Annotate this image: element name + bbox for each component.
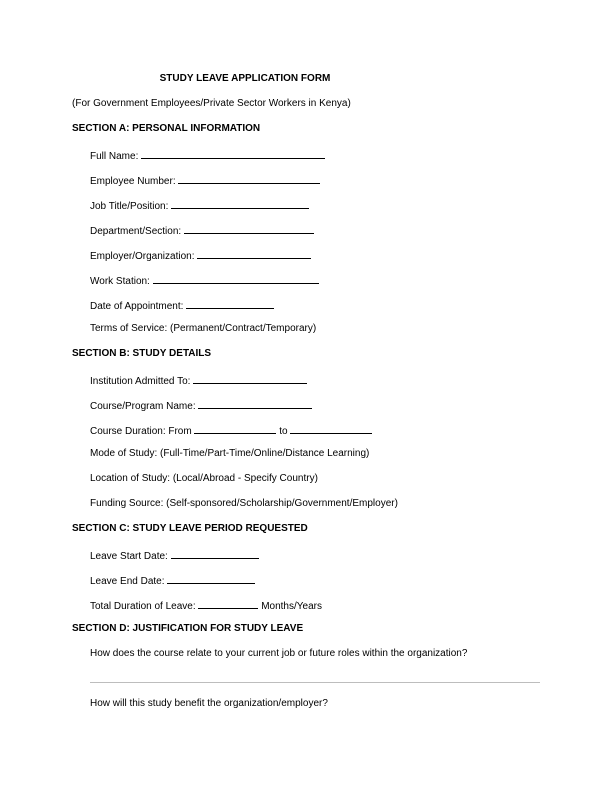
course-name-field[interactable] — [198, 398, 312, 409]
work-station-row — [90, 273, 319, 288]
mode-of-study: Mode of Study: (Full-Time/Part-Time/Online/Distance Learning) — [90, 448, 370, 459]
job-title-row — [90, 198, 309, 213]
justification-question-1: How does the course relate to your current job or future roles within the organization? — [90, 648, 468, 659]
course-name-label: Course/Program Name: — [90, 401, 196, 412]
total-duration-unit: Months/Years — [261, 601, 322, 612]
department-row — [90, 223, 314, 238]
employer-label: Employer/Organization: — [90, 251, 195, 262]
leave-end-label: Leave End Date: — [90, 576, 165, 587]
total-duration-label: Total Duration of Leave: — [90, 601, 196, 612]
institution-row — [90, 373, 307, 388]
leave-end-row — [90, 573, 255, 588]
funding-source: Funding Source: (Self-sponsored/Scholarship/Government/Employer) — [90, 498, 398, 509]
leave-start-field[interactable] — [171, 548, 259, 559]
total-duration-row — [90, 598, 322, 613]
job-title-label: Job Title/Position: — [90, 201, 169, 212]
course-duration-from-label: Course Duration: From — [90, 426, 192, 437]
work-station-field[interactable] — [153, 273, 319, 284]
course-name-row — [90, 398, 312, 413]
department-field[interactable] — [184, 223, 314, 234]
full-name-label: Full Name: — [90, 151, 139, 162]
department-label: Department/Section: — [90, 226, 182, 237]
form-title: STUDY LEAVE APPLICATION FORM — [159, 73, 331, 84]
full-name-row — [90, 148, 325, 163]
course-duration-to-field[interactable] — [290, 423, 372, 434]
course-duration-from-field[interactable] — [194, 423, 276, 434]
date-of-appointment-label: Date of Appointment: — [90, 301, 184, 312]
work-station-label: Work Station: — [90, 276, 150, 287]
institution-label: Institution Admitted To: — [90, 376, 191, 387]
date-of-appointment-row — [90, 298, 274, 313]
employer-row — [90, 248, 311, 263]
employee-number-field[interactable] — [178, 173, 320, 184]
institution-field[interactable] — [193, 373, 307, 384]
section-d-heading: SECTION D: JUSTIFICATION FOR STUDY LEAVE — [72, 623, 304, 634]
location-of-study: Location of Study: (Local/Abroad - Specify Country) — [90, 473, 318, 484]
terms-of-service: Terms of Service: (Permanent/Contract/Temporary) — [90, 323, 317, 334]
leave-end-field[interactable] — [167, 573, 255, 584]
section-a-heading: SECTION A: PERSONAL INFORMATION — [72, 123, 261, 134]
job-title-field[interactable] — [171, 198, 309, 209]
date-of-appointment-field[interactable] — [186, 298, 274, 309]
employee-number-row — [90, 173, 320, 188]
section-c-heading: SECTION C: STUDY LEAVE PERIOD REQUESTED — [72, 523, 308, 534]
course-duration-to-label: to — [279, 426, 288, 437]
leave-start-label: Leave Start Date: — [90, 551, 168, 562]
justification-question-2: How will this study benefit the organization/employer? — [90, 698, 328, 709]
course-duration-row — [90, 423, 372, 438]
total-duration-field[interactable] — [198, 598, 258, 609]
answer-line-1[interactable] — [90, 682, 540, 683]
leave-start-row — [90, 548, 259, 563]
form-subtitle: (For Government Employees/Private Sector Workers in Kenya) — [72, 98, 351, 109]
section-b-heading: SECTION B: STUDY DETAILS — [72, 348, 212, 359]
employer-field[interactable] — [197, 248, 311, 259]
employee-number-label: Employee Number: — [90, 176, 176, 187]
full-name-field[interactable] — [141, 148, 325, 159]
